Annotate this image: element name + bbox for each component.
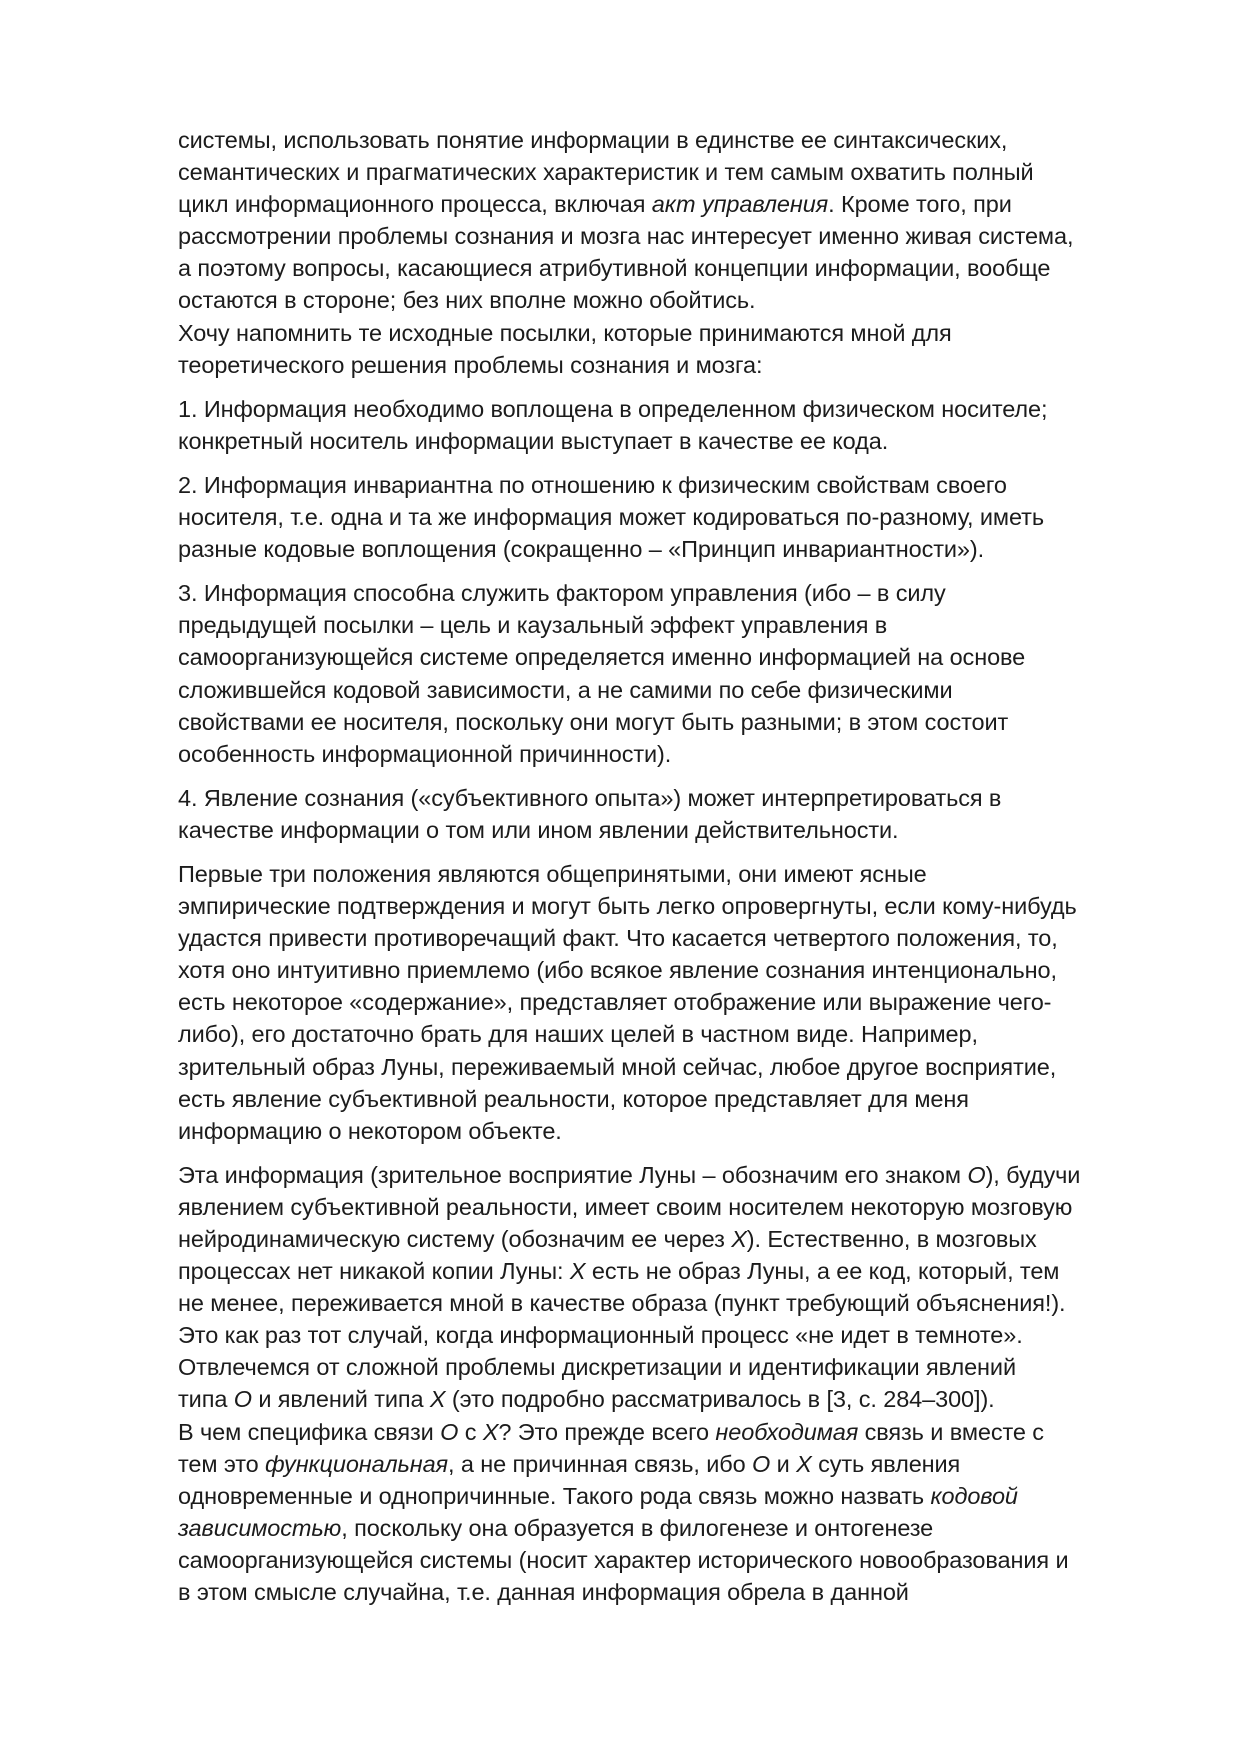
- italic-text-run: Х: [731, 1226, 747, 1252]
- italic-text-run: О: [233, 1386, 252, 1413]
- text-line: [178, 1544, 1188, 1576]
- text-run: качестве информации о том или ином явлении действительности.: [178, 816, 899, 843]
- text-run: особенность информационной причинности).: [178, 740, 672, 767]
- italic-text-run: Х: [429, 1386, 446, 1413]
- text-run: 4. Явление сознания («субъективного опыта») может интерпретироваться в: [178, 784, 1002, 811]
- italic-text-run: Х: [796, 1450, 812, 1477]
- text-run: нейродинамическую систему (обозначим ее через: [178, 1226, 732, 1252]
- italic-text-run: О: [751, 1450, 771, 1477]
- text-line: [178, 986, 1188, 1018]
- text-run: есть некоторое «содержание», представляет отображение или выражение чего-: [178, 989, 1052, 1016]
- text-line: [178, 1018, 1188, 1050]
- text-run: ), будучи: [985, 1161, 1081, 1188]
- text-line: [178, 393, 1188, 425]
- text-line: [178, 349, 1188, 381]
- italic-text-run: Х: [482, 1418, 499, 1445]
- text-run: системы, использовать понятие информации в единстве ее синтаксических,: [178, 127, 1008, 153]
- text-line: [178, 858, 1188, 890]
- text-line: [178, 641, 1188, 673]
- text-run: а поэтому вопросы, касающиеся атрибутивной концепции информации, вообще: [178, 255, 1051, 282]
- text-line: [178, 1416, 1188, 1448]
- text-line: [178, 1255, 1188, 1287]
- text-run: 2. Информация инвариантна по отношению к физическим свойствам своего: [178, 471, 1007, 498]
- text-run: , поскольку она образуется в филогенезе и онтогенезе: [341, 1514, 934, 1541]
- text-line: [178, 284, 1188, 316]
- text-run: . Кроме того, при: [828, 191, 1012, 218]
- text-line: [178, 782, 1188, 814]
- text-line: [178, 1191, 1188, 1223]
- text-run: цикл информационного процесса, включая: [178, 191, 652, 218]
- text-line: [178, 922, 1188, 954]
- text-run: конкретный носитель информации выступает в качестве ее кода.: [178, 427, 889, 454]
- text-run: носителя, т.е. одна и та же информация может кодироваться по-разному, иметь: [178, 504, 1044, 531]
- text-run: эмпирические подтверждения и могут быть легко опровергнуты, если кому-нибудь: [178, 893, 1077, 920]
- text-line: [178, 1512, 1188, 1544]
- text-run: хотя оно интуитивно приемлемо (ибо всякое явление сознания интенционально,: [178, 957, 1057, 984]
- text-run: предыдущей посылки – цель и каузальный эффект управления в: [178, 612, 888, 639]
- text-run: суть явления: [811, 1450, 961, 1477]
- text-run: явлением субъективной реальности, имеет своим носителем некоторую мозговую: [178, 1193, 1073, 1220]
- text-line: [178, 425, 1188, 457]
- text-run: 1. Информация необходимо воплощена в определенном физическом носителе;: [178, 395, 1048, 422]
- text-run: 3. Информация способна служить фактором управления (ибо – в силу: [178, 580, 946, 607]
- text-line: [178, 1383, 1188, 1415]
- text-line: [178, 1351, 1188, 1383]
- text-run: рассмотрении проблемы сознания и мозга нас интересует именно живая система,: [178, 223, 1074, 250]
- text-line: [178, 1159, 1188, 1191]
- text-run: остаются в стороне; без них вполне можно обойтись.: [178, 287, 756, 314]
- text-line: [178, 533, 1188, 565]
- italic-text-run: кодовой: [930, 1482, 1018, 1509]
- text-line: [178, 1448, 1188, 1480]
- text-line: [178, 1319, 1188, 1351]
- text-run: самоорганизующейся системе определяется именно информацией на основе: [178, 644, 1026, 671]
- text-run: Это как раз тот случай, когда информационный процесс «не идет в темноте».: [178, 1322, 1023, 1349]
- italic-text-run: О: [440, 1418, 459, 1445]
- text-run: разные кодовые воплощения (сокращенно – «Принцип инвариантности»).: [178, 536, 985, 563]
- text-run: в этом смысле случайна, т.е. данная информация обрела в данной: [178, 1579, 909, 1606]
- text-line: [178, 954, 1188, 986]
- italic-text-run: акт управления: [651, 191, 829, 218]
- text-run: связь и вместе с: [858, 1418, 1044, 1445]
- text-run: ? Это прежде всего: [498, 1418, 716, 1445]
- text-line: [178, 1115, 1188, 1147]
- text-line: [178, 1480, 1188, 1512]
- text-line: [178, 156, 1188, 188]
- text-run: Хочу напомнить те исходные посылки, которые принимаются мной для: [178, 319, 952, 346]
- text-line: [178, 1576, 1188, 1608]
- text-run: теоретического решения проблемы сознания и мозга:: [178, 351, 763, 378]
- text-run: В чем специфика связи: [178, 1418, 441, 1445]
- text-run: процессах нет никакой копии Луны:: [178, 1258, 570, 1285]
- text-run: Первые три положения являются общепринятыми, они имеют ясные: [178, 860, 927, 887]
- text-run: есть явление субъективной реальности, которое представляет для меня: [178, 1085, 969, 1112]
- italic-text-run: Х: [569, 1258, 586, 1285]
- text-line: [178, 317, 1188, 349]
- text-run: (это подробно рассматривалось в [3, с. 284–300]).: [445, 1386, 995, 1413]
- text-run: не менее, переживается мной в качестве образа (пункт требующий объяснения!).: [178, 1290, 1066, 1317]
- italic-text-run: зависимостью: [178, 1514, 342, 1541]
- text-run: , а не причинная связь, ибо: [448, 1450, 752, 1477]
- text-line: [178, 501, 1188, 533]
- text-run: свойствами ее носителя, поскольку они могут быть разными; в этом состоит: [178, 708, 1009, 735]
- text-line: [178, 577, 1188, 609]
- text-run: самоорганизующейся системы (носит характер исторического новообразования и: [178, 1546, 1069, 1573]
- text-run: с: [458, 1418, 483, 1445]
- italic-text-run: функциональная: [265, 1450, 449, 1477]
- text-line: [178, 1083, 1188, 1115]
- text-line: [178, 814, 1188, 846]
- text-run: удастся привести противоречащий факт. Что касается четвертого положения, то,: [178, 925, 1058, 952]
- text-run: Отвлечемся от сложной проблемы дискретизации и идентификации явлений: [178, 1354, 1016, 1381]
- text-line: [178, 469, 1188, 501]
- text-line: [178, 252, 1188, 284]
- text-line: [178, 124, 1188, 156]
- text-line: [178, 1287, 1188, 1319]
- text-line: [178, 706, 1188, 738]
- text-run: есть не образ Луны, а ее код, который, тем: [585, 1258, 1060, 1285]
- text-line: [178, 890, 1188, 922]
- text-line: [178, 738, 1188, 770]
- text-run: тем это: [178, 1450, 266, 1477]
- italic-text-run: О: [967, 1161, 986, 1188]
- text-line: [178, 1051, 1188, 1083]
- text-run: либо), его достаточно брать для наших целей в частном виде. Например,: [178, 1021, 978, 1048]
- text-line: [178, 1223, 1188, 1255]
- text-run: и: [770, 1450, 797, 1477]
- text-line: [178, 609, 1188, 641]
- italic-text-run: необходимая: [715, 1418, 859, 1445]
- text-run: семантических и прагматических характеристик и тем самым охватить полный: [178, 159, 1034, 186]
- text-run: сложившейся кодовой зависимости, а не самими по себе физическими: [178, 676, 953, 703]
- text-line: [178, 188, 1188, 220]
- text-run: информацию о некотором объекте.: [178, 1117, 562, 1144]
- text-run: одновременные и однопричинные. Такого рода связь можно назвать: [178, 1482, 931, 1509]
- text-line: [178, 674, 1188, 706]
- text-run: Эта информация (зрительное восприятие Луны – обозначим его знаком: [178, 1161, 968, 1188]
- text-run: ). Естественно, в мозговых: [746, 1226, 1037, 1252]
- text-run: типа: [178, 1386, 234, 1413]
- text-run: и явлений типа: [251, 1386, 430, 1413]
- document-page: [178, 124, 1188, 1608]
- text-line: [178, 220, 1188, 252]
- text-run: зрительный образ Луны, переживаемый мной сейчас, любое другое восприятие,: [178, 1053, 1057, 1080]
